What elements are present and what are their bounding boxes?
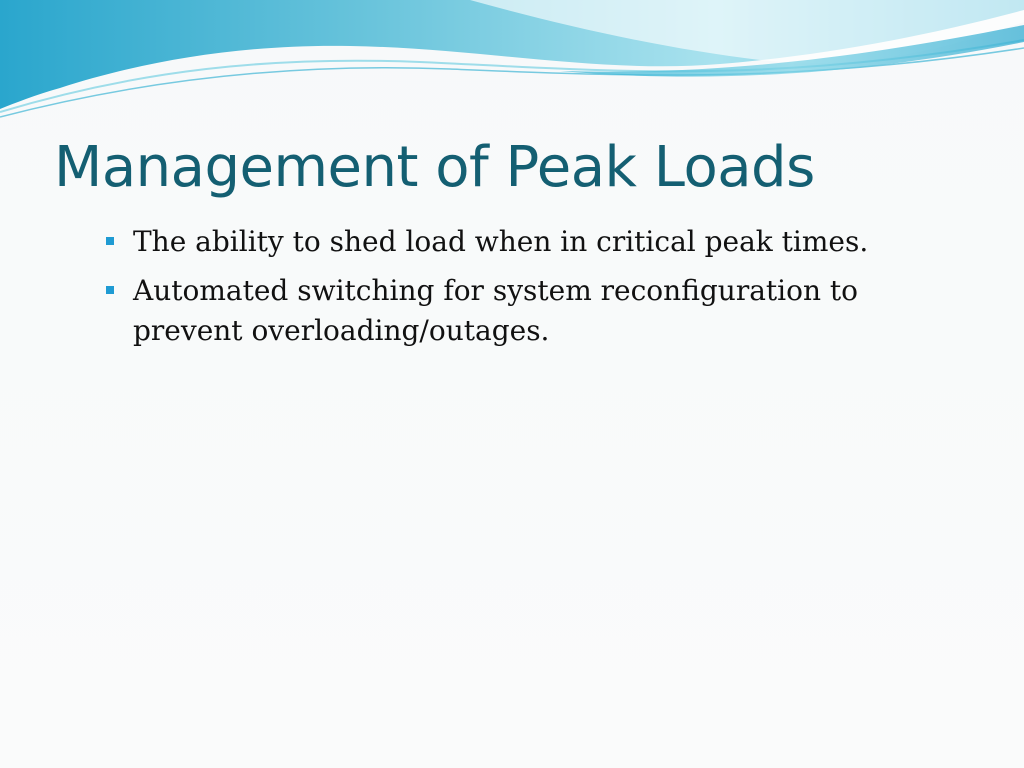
decorative-wave-header <box>0 0 1024 130</box>
bullet-text: Automated switching for system reconfiguration to prevent overloading/outages. <box>133 274 859 347</box>
bullet-item <box>104 271 924 351</box>
bullet-item <box>104 222 924 262</box>
bullet-list <box>104 222 924 360</box>
slide-title: Management of Peak Loads <box>54 135 815 200</box>
square-bullet-icon <box>106 237 114 245</box>
bullet-text: The ability to shed load when in critical peak times. <box>133 225 869 258</box>
square-bullet-icon <box>106 286 114 294</box>
